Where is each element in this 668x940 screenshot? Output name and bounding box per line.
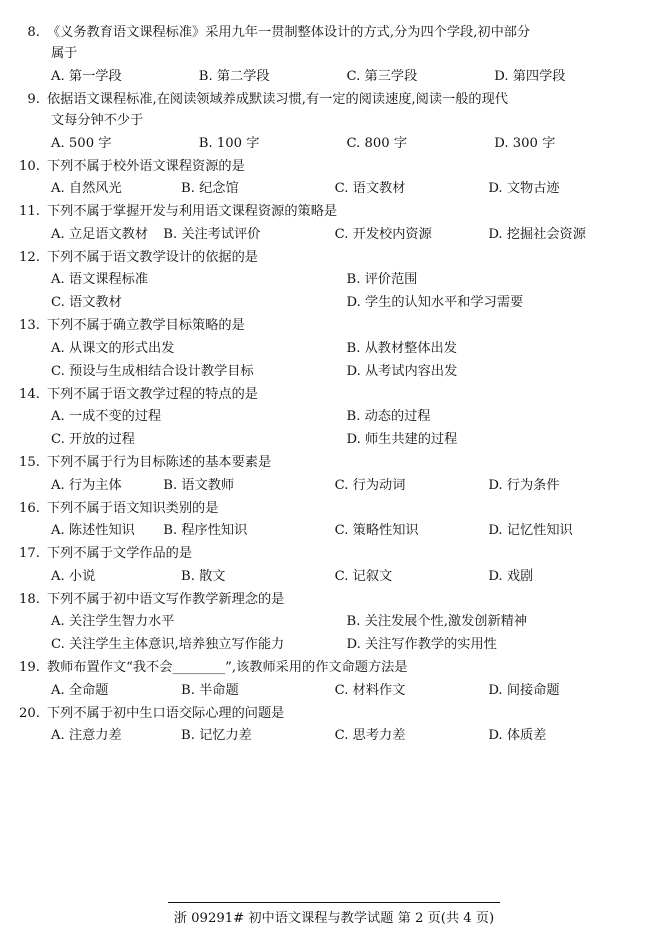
option-choice[interactable]: A. 陈述性知识 <box>51 523 135 539</box>
option-row <box>18 65 642 88</box>
question-item <box>18 498 642 542</box>
question-number: 12. <box>19 249 40 265</box>
option-choice[interactable]: B. 程序性知识 <box>163 523 248 539</box>
option-row <box>18 633 642 656</box>
option-choice[interactable]: A. 自然风光 <box>51 181 122 197</box>
question-text: 下列不属于行为目标陈述的基本要素是 <box>47 455 272 471</box>
page-footer <box>0 902 668 926</box>
option-choice[interactable]: B. 第二学段 <box>198 68 270 84</box>
option-choice[interactable]: D. 戏剧 <box>488 568 534 584</box>
question-item <box>18 201 642 245</box>
option-choice[interactable]: A. 语文课程标准 <box>51 272 149 287</box>
option-choice[interactable]: C. 记叙文 <box>334 568 393 584</box>
option-choice[interactable]: D. 师生共建的过程 <box>346 432 458 448</box>
option-choice[interactable]: D. 学生的认知水平和学习需要 <box>346 295 524 311</box>
option-choice[interactable]: B. 评价范围 <box>346 272 418 287</box>
option-row <box>18 360 642 383</box>
question-number: 13. <box>19 318 40 334</box>
question-stem <box>18 89 642 110</box>
question-number: 17. <box>19 546 40 562</box>
question-stem <box>18 543 642 564</box>
question-number: 18. <box>19 591 40 607</box>
option-choice[interactable]: D. 从考试内容出发 <box>346 363 458 379</box>
option-choice[interactable]: A. 从课文的形式出发 <box>51 340 175 356</box>
option-choice[interactable]: D. 文物古迹 <box>488 181 560 197</box>
question-number: 19. <box>19 660 40 676</box>
question-number: 10. <box>19 158 40 174</box>
option-choice[interactable]: D. 关注写作教学的实用性 <box>346 637 497 653</box>
option-choice[interactable]: B. 关注发展个性,激发创新精神 <box>346 614 528 630</box>
question-number: 8. <box>27 25 40 40</box>
option-row <box>18 679 642 702</box>
option-choice[interactable]: A. 小说 <box>51 568 96 584</box>
question-stem <box>18 315 642 336</box>
question-number: 16. <box>19 500 40 516</box>
option-choice[interactable]: B. 语文教师 <box>163 477 235 493</box>
question-text: 下列不属于语文教学设计的依据的是 <box>47 249 258 265</box>
option-choice[interactable]: A. 第一学段 <box>51 68 122 84</box>
option-row <box>18 223 642 246</box>
option-choice[interactable]: A. 注意力差 <box>51 728 122 744</box>
question-number: 15. <box>19 455 40 471</box>
option-choice[interactable]: A. 500 字 <box>51 135 112 151</box>
question-stem <box>18 22 642 43</box>
question-text: 下列不属于初中生口语交际心理的问题是 <box>47 705 285 721</box>
question-text: 教师布置作文“我不会________”,该教师采用的作文命题方法是 <box>47 660 408 676</box>
question-text: 下列不属于文学作品的是 <box>47 546 193 562</box>
option-choice[interactable]: B. 半命题 <box>181 682 239 698</box>
question-text: 依据语文课程标准,在阅读领域养成默读习惯,有一定的阅读速度,阅读一般的现代 <box>47 91 508 107</box>
question-stem <box>18 703 642 724</box>
option-choice[interactable]: C. 材料作文 <box>334 682 406 698</box>
question-item <box>18 703 642 747</box>
footer-divider <box>168 902 500 903</box>
option-row <box>18 565 642 588</box>
question-item <box>18 156 642 200</box>
question-stem <box>18 247 642 268</box>
option-choice[interactable]: A. 一成不变的过程 <box>51 409 162 425</box>
option-row <box>18 337 642 360</box>
question-text: 下列不属于语文教学过程的特点的是 <box>47 386 258 402</box>
question-item <box>18 452 642 496</box>
option-choice[interactable]: B. 从教材整体出发 <box>346 340 457 356</box>
question-item <box>18 657 642 701</box>
question-text: 下列不属于语文知识类别的是 <box>47 500 219 516</box>
option-row <box>18 405 642 428</box>
option-row <box>18 724 642 747</box>
option-choice[interactable]: B. 100 字 <box>198 135 260 151</box>
question-text: 下列不属于掌握开发与利用语文课程资源的策略是 <box>47 204 338 220</box>
question-stem <box>18 589 642 610</box>
question-item <box>18 589 642 657</box>
question-number: 11. <box>19 204 40 220</box>
option-row <box>18 474 642 497</box>
option-choice[interactable]: D. 挖掘社会资源 <box>488 226 586 242</box>
option-row <box>18 291 642 314</box>
option-choice[interactable]: D. 记忆性知识 <box>488 523 573 539</box>
option-choice[interactable]: A. 行为主体 <box>51 477 122 493</box>
option-choice[interactable]: B. 散文 <box>181 568 226 584</box>
question-stem <box>18 384 642 405</box>
question-stem <box>18 498 642 519</box>
option-choice[interactable]: B. 记忆力差 <box>181 728 252 744</box>
option-choice[interactable]: C. 800 字 <box>346 135 408 151</box>
option-choice[interactable]: C. 关注学生主体意识,培养独立写作能力 <box>51 637 285 653</box>
option-choice[interactable]: A. 全命题 <box>51 682 109 698</box>
question-stem <box>18 657 642 678</box>
question-list <box>18 22 642 747</box>
option-choice[interactable]: A. 关注学生智力水平 <box>51 614 175 630</box>
question-text: 《义务教育语文课程标准》采用九年一贯制整体设计的方式,分为四个学段,初中部分 <box>47 25 531 40</box>
footer-text: 浙 09291# 初中语文课程与教学试题 第 2 页(共 4 页) <box>173 911 495 926</box>
question-text: 下列不属于确立教学目标策略的是 <box>47 318 245 334</box>
option-choice[interactable]: D. 行为条件 <box>488 477 560 493</box>
question-text-continued: 属于 <box>51 46 78 62</box>
question-item <box>18 22 642 88</box>
option-row <box>18 177 642 200</box>
option-choice[interactable]: B. 动态的过程 <box>346 409 431 425</box>
option-choice[interactable]: C. 语文教材 <box>51 295 122 311</box>
question-number: 20. <box>19 705 40 721</box>
question-text-continued: 文每分钟不少于 <box>51 113 144 129</box>
question-number: 9. <box>27 91 40 107</box>
question-text: 下列不属于初中语文写作教学新理念的是 <box>47 591 285 607</box>
option-choice[interactable]: D. 体质差 <box>488 728 547 744</box>
option-choice[interactable]: C. 预设与生成相结合设计教学目标 <box>51 363 254 379</box>
option-row <box>18 268 642 291</box>
question-item <box>18 543 642 587</box>
option-choice[interactable]: D. 300 字 <box>494 135 556 151</box>
option-row <box>18 132 642 155</box>
option-choice[interactable]: A. 立足语文教材 <box>51 226 149 242</box>
question-item <box>18 384 642 452</box>
option-choice[interactable]: B. 关注考试评价 <box>163 226 261 242</box>
option-choice[interactable]: D. 第四学段 <box>494 68 566 84</box>
question-number: 14. <box>19 386 40 402</box>
option-choice[interactable]: B. 纪念馆 <box>181 181 239 197</box>
question-item <box>18 89 642 155</box>
question-text: 下列不属于校外语文课程资源的是 <box>47 158 245 174</box>
option-choice[interactable]: C. 第三学段 <box>346 68 418 84</box>
question-stem <box>18 156 642 177</box>
option-choice[interactable]: C. 思考力差 <box>334 728 406 744</box>
question-item <box>18 315 642 383</box>
option-choice[interactable]: C. 策略性知识 <box>334 523 419 539</box>
option-choice[interactable]: C. 语文教材 <box>334 181 406 197</box>
option-choice[interactable]: C. 开放的过程 <box>51 432 135 448</box>
option-row <box>18 519 642 542</box>
option-row <box>18 428 642 451</box>
option-row <box>18 610 642 633</box>
question-stem <box>18 201 642 222</box>
option-choice[interactable]: C. 行为动词 <box>334 477 406 493</box>
option-choice[interactable]: D. 间接命题 <box>488 682 560 698</box>
question-stem <box>18 452 642 473</box>
option-choice[interactable]: C. 开发校内资源 <box>334 226 432 242</box>
question-item <box>18 247 642 315</box>
